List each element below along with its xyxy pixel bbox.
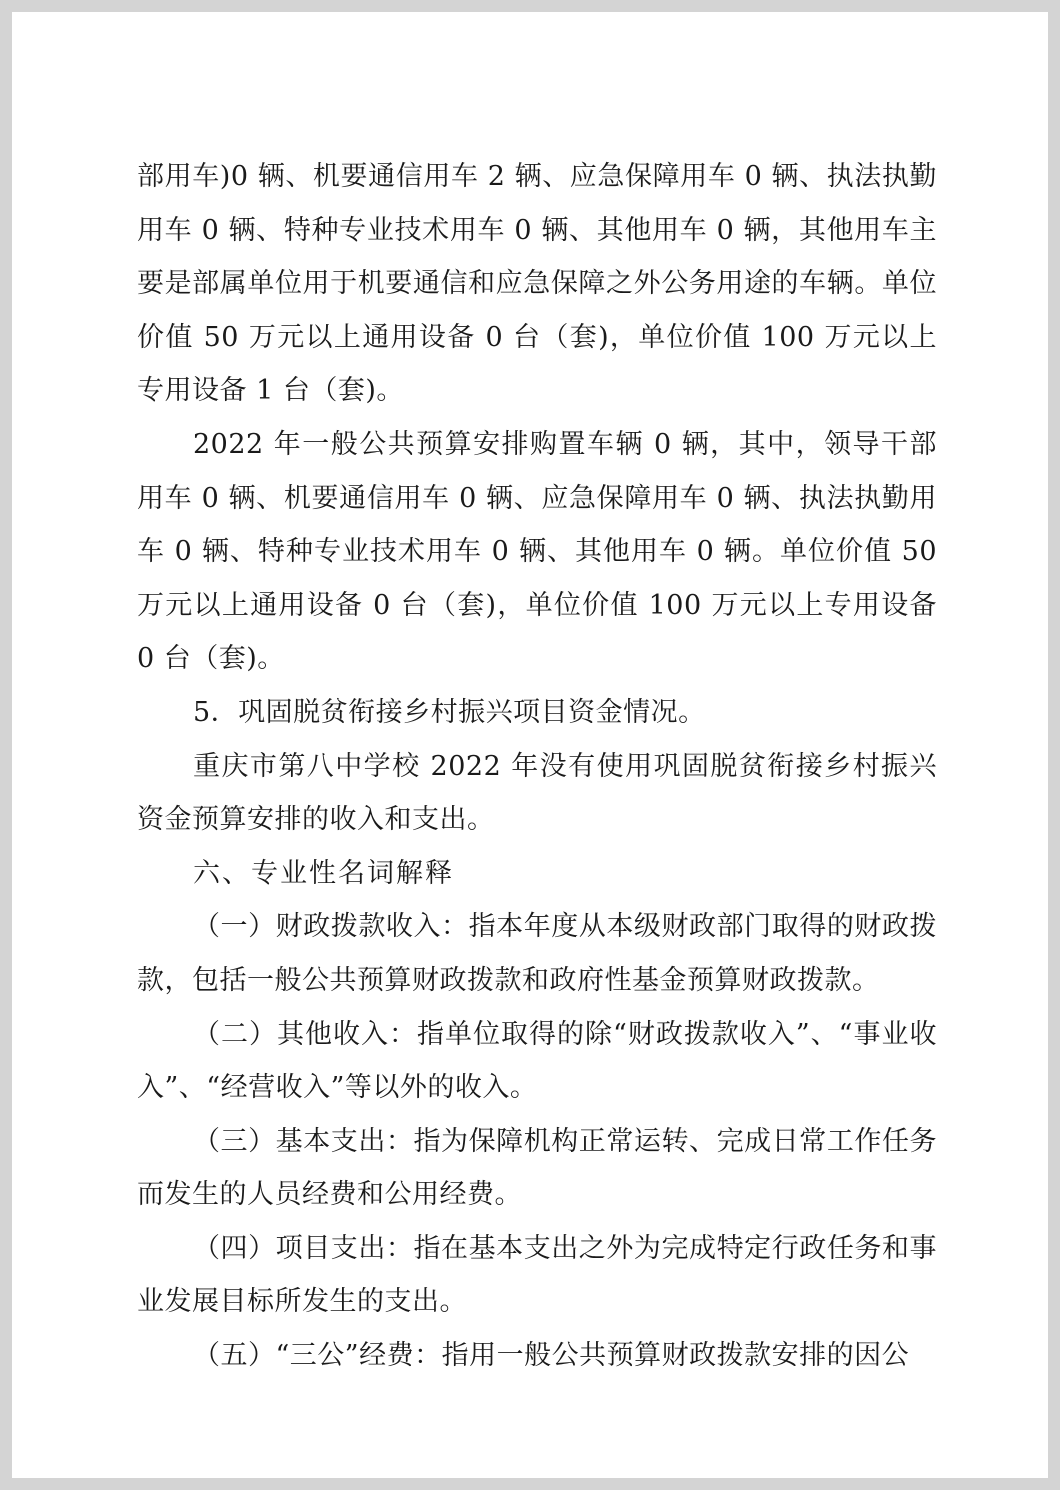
section-heading-terms: 六、专业性名词解释	[193, 857, 454, 889]
term-project-expenditure: （四）项目支出：指在基本支出之外为完成特定行政任务和事业发展目标所发生的支出。	[137, 1232, 937, 1318]
term-fiscal-appropriation-income: （一）财政拨款收入：指本年度从本级财政部门取得的财政拨款，包括一般公共预算财政拨款和政府性基金预算财政拨款。	[137, 911, 937, 996]
section-heading-rural-revitalization: 5．巩固脱贫衔接乡村振兴项目资金情况。	[193, 696, 706, 728]
document-page	[12, 12, 1048, 1478]
term-other-income: （二）其他收入：指单位取得的除“财政拨款收入”、“事业收入”、“经营收入”等以外的收入。	[137, 1018, 937, 1104]
term-three-public-expenses: （五）“三公”经费：指用一般公共预算财政拨款安排的因公	[193, 1340, 910, 1372]
term-basic-expenditure: （三）基本支出：指为保障机构正常运转、完成日常工作任务而发生的人员经费和公用经费。	[137, 1125, 937, 1211]
paragraph-rural-revitalization: 重庆市第八中学校 2022 年没有使用巩固脱贫衔接乡村振兴资金预算安排的收入和支出。	[137, 750, 937, 836]
document-body	[137, 150, 937, 1383]
paragraph-vehicle-count-continued: 部用车)0 辆、机要通信用车 2 辆、应急保障用车 0 辆、执法执勤用车 0 辆、特种专业技术用车 0 辆、其他用车 0 辆，其他用车主要是部属单位用于机要通信和应急保障之外公务用途的车辆。单位价值 50 万元以上通用设备 0 台（套)，单位价值 100 万元以上专用设备 1 台（套)。	[137, 161, 937, 407]
paragraph-2022-vehicle-purchase: 2022 年一般公共预算安排购置车辆 0 辆，其中，领导干部用车 0 辆、机要通信用车 0 辆、应急保障用车 0 辆、执法执勤用车 0 辆、特种专业技术用车 0 辆、其他用车 0 辆。单位价值 50 万元以上通用设备 0 台（套)，单位价值 100 万元以上专用设备 0 台（套)。	[137, 428, 937, 675]
